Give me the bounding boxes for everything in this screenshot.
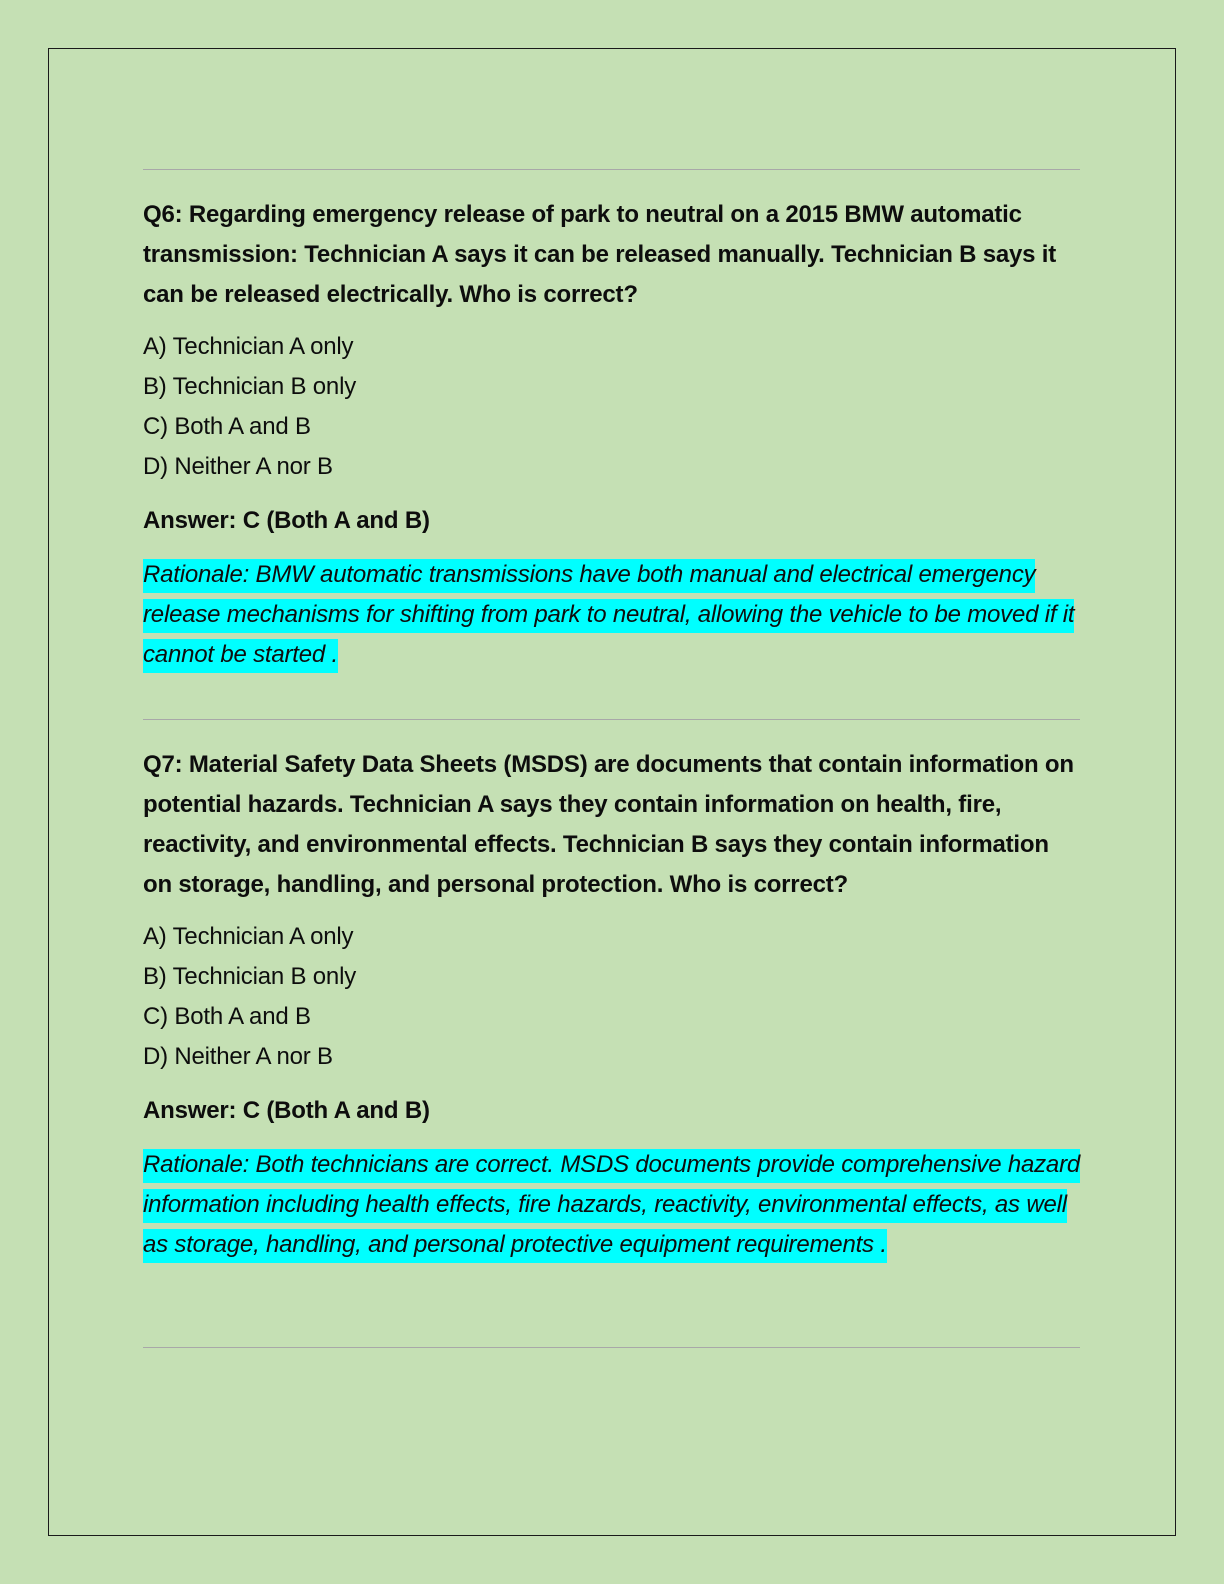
divider-middle <box>143 719 1080 720</box>
question-block-q6 <box>143 195 1080 675</box>
options-list <box>143 917 1080 1077</box>
option-c: C) Both A and B <box>143 1003 311 1030</box>
answer-text: Answer: C (Both A and B) <box>143 1097 430 1124</box>
rationale-text: Rationale: BMW automatic transmissions have both manual and electrical emergency release mechanisms for shifting from park to neutral, allowing the vehicle to be moved if it cannot be started . <box>143 559 1074 673</box>
question-block-q7 <box>143 745 1080 1265</box>
option-b: B) Technician B only <box>143 963 357 990</box>
rationale-paragraph <box>143 1145 1080 1265</box>
option-c: C) Both A and B <box>143 413 311 440</box>
rationale-text: Rationale: Both technicians are correct. MSDS documents provide comprehensive hazard information including health effects, fire hazards, reactivity, environmental effects, as well as storage, handling, and personal protective equipment requirements . <box>143 1149 1080 1263</box>
option-d: D) Neither A nor B <box>143 1043 333 1070</box>
question-text: Q6: Regarding emergency release of park to neutral on a 2015 BMW automatic transmission: Technician A says it can be released manually. Technician B says it can be released electrically. Who is correct? <box>143 201 1057 308</box>
option-d: D) Neither A nor B <box>143 453 333 480</box>
answer-text: Answer: C (Both A and B) <box>143 507 430 534</box>
divider-top <box>143 169 1080 170</box>
option-a: A) Technician A only <box>143 923 354 950</box>
options-list <box>143 327 1080 487</box>
rationale-paragraph <box>143 555 1080 675</box>
option-b: B) Technician B only <box>143 373 357 400</box>
question-text: Q7: Material Safety Data Sheets (MSDS) are documents that contain information on potential hazards. Technician A says they contain information on health, fire, reactivity, and environmental effects. Technician B says they contain information on storage, handling, and personal protection. Who is correct? <box>143 751 1074 898</box>
option-a: A) Technician A only <box>143 333 354 360</box>
divider-bottom <box>143 1347 1080 1348</box>
